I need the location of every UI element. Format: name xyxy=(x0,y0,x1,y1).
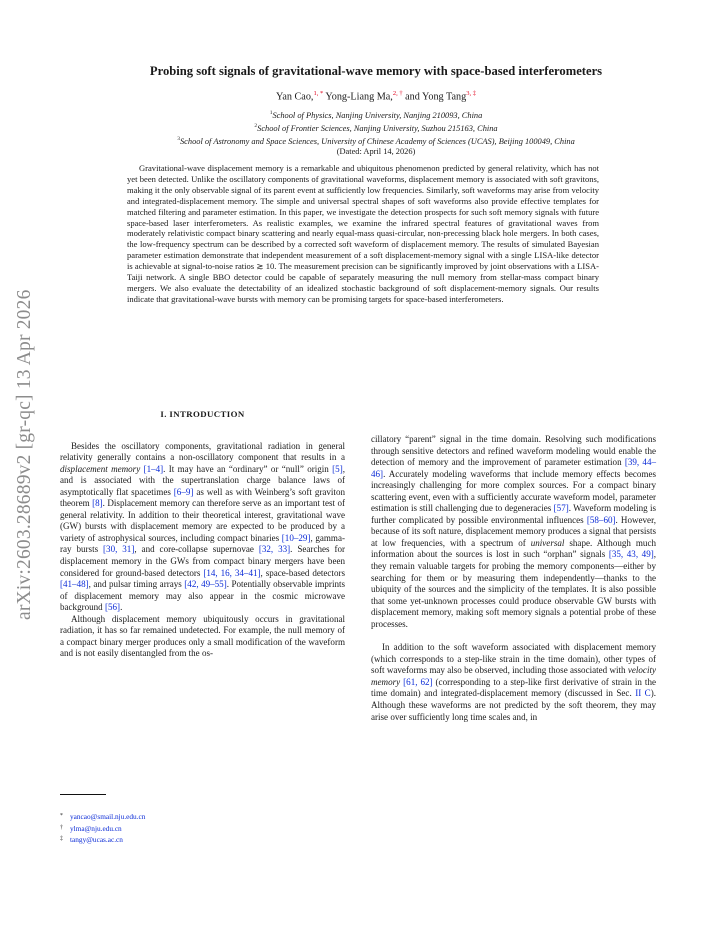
footnote: ‡ tangy@ucas.ac.cn xyxy=(60,835,123,845)
citation-link[interactable]: [35, 43, 49] xyxy=(608,549,654,560)
footnote-rule xyxy=(60,794,106,795)
arxiv-identifier: arXiv:2603.28689v2 [gr-qc] 13 Apr 2026 xyxy=(14,289,35,620)
citation-link[interactable]: [32, 33] xyxy=(258,544,291,555)
author-list xyxy=(60,90,692,102)
right-column xyxy=(371,434,656,723)
citation-link[interactable]: [14, 16, 34–41] xyxy=(203,567,261,578)
email-link[interactable]: ylma@nju.edu.cn xyxy=(70,823,122,833)
email-link[interactable]: yancao@smail.nju.edu.cn xyxy=(70,812,146,821)
date-line: (Dated: April 14, 2026) xyxy=(336,147,416,156)
paragraph: cillatory “parent” signal in the time domain. Resolving such modifications through sensitive detectors and refined waveform modeling would enable the detection of memory and the improvement of parameter estimation [39, 44–46]. Accurately modeling waveforms that include memory effects becomes increasingly challenging for more complex sources. For a compact binary scattering event, even with a sufficiently accurate waveform model, parameter estimation is still challenging due to degeneracies [57]. Waveform modeling is further complicated by possible environmental influences [58–60]. However, because of its soft nature, displacement memory produces a signal that persists at low frequencies, with a spectrum of universal shape. Although much information about the sources is lost in such “orphan” signals [35, 43, 49], they remain valuable targets for probing the memory components—either by searching for them or by measuring them independently—thanks to the ubiquity of the sources and the simplicity of the templates. It is also possible that some yet-unknown processes could produce observable GW bursts with displacement memory, making soft memory signals a potential probe of these processes. xyxy=(371,434,657,629)
affiliation-line: $^1$School of Physics, Nanjing University, Nanjing 210093, China xyxy=(269,110,483,120)
citation-link[interactable]: [61, 62] xyxy=(403,676,433,687)
section-link[interactable]: II C xyxy=(635,688,651,699)
footnotes xyxy=(60,811,345,846)
email-link[interactable]: tangy@ucas.ac.cn xyxy=(70,835,123,845)
affiliation-list xyxy=(60,108,692,146)
footnote: † ylma@nju.edu.cn xyxy=(60,823,122,833)
author-mark: 3, ‡ xyxy=(466,90,476,97)
author-name: Yong-Liang Ma, xyxy=(325,91,393,103)
section-heading: I. INTRODUCTION xyxy=(160,409,245,419)
author-mark: 1, * xyxy=(313,90,324,97)
citation-link[interactable]: [58–60] xyxy=(586,514,616,525)
paragraph: In addition to the soft waveform associated with displacement memory (which corresponds to a step-like strain in the time domain), other types of soft waveforms may also be observed, including those associated with velocity memory [61, 62] (corresponding to a step-like first derivative of strain in the time domain) and integrated-displacement memory (discussed in Sec. II C). Although these waveforms are not predicted by the soft theorem, they may arise over sufficiently long time scales and, in xyxy=(371,642,657,722)
paper-title: Probing soft signals of gravitational-wave memory with space-based interferometers xyxy=(149,64,603,78)
citation-link[interactable]: [56] xyxy=(104,602,121,613)
citation-link[interactable]: [30, 31] xyxy=(103,544,135,555)
left-column xyxy=(60,409,345,660)
affiliation-line: $^3$School of Astronomy and Space Sciences, University of Chinese Academy of Sciences (UCAS), Beijing 100049, China xyxy=(177,135,575,146)
abstract: Gravitational-wave displacement memory is a remarkable and ubiquitous phenomenon predicted by general relativity, which has not yet been detected. Unlike the oscillatory components of gravitational waveforms, displacement memory is associated with soft gravitons, making it the only observable signal of its parent event at sufficiently low frequencies. Similarly, soft waveforms may arise from velocity and integrated-displacement memory. The simple and universal spectral shapes of soft waveforms also provide effective templates for matched filtering and parameter estimation. In this paper, we investigate the detection prospects for such soft memory signals with future space-based laser interferometers. As realistic examples, we examine the infrared spectral features of gravitational waves from moderately relativistic compact binary scattering and nearly equal-mass quasi-circular, non-precessing black hole mergers. In both cases, the low-frequency spectrum can be described by a corrected soft waveform of displacement memory. The results of simulated Bayesian parameter estimation demonstrate that independent measurement of a soft displacement-memory signal with a single LISA-like detector is achievable at signal-to-noise ratios ≳ 10. The measurement precision can be significantly improved by joint observations with a LISA-Taiji network. A single BBO detector could be capable of separately measuring the null memory from stellar-mass compact binary mergers. We also evaluate the detectability of an idealized stochastic background of soft displacement-memory signals. Our results indicate that gravitational-wave bursts with memory can be promising targets for space-based interferometers. xyxy=(127,163,599,304)
citation-link[interactable]: [10–29] xyxy=(281,532,311,543)
citation-link[interactable]: [39, 44–46] xyxy=(371,457,657,479)
paragraph: Besides the oscillatory components, gravitational radiation in general relativity generally contains a non-oscillatory component that results in a displacement memory [1–4]. It may have an “ordinary” or “null” origin [5], and is associated with the supertranslation charge balance laws of asymptotically flat spacetimes [6–9] as well as with Weinberg’s soft graviton theorem [8]. Displacement memory can therefore serve as an important test of general relativity. In addition to their theoretical interest, gravitational wave (GW) bursts with displacement memory are expected to be produced by a variety of astrophysical sources, including compact binaries [10–29], gamma-ray bursts [30, 31], and core-collapse supernovae [32, 33]. Searches for displacement memory in the GWs from compact binary mergers have been considered for ground-based detectors [14, 16, 34–41], space-based detectors [41–48], and pulsar timing arrays [42, 49–55]. Potentially observable imprints of displacement memory may also appear in the cosmic microwave background [56]. xyxy=(60,440,346,613)
citation-link[interactable]: [41–48] xyxy=(60,579,89,590)
citation-link[interactable]: [5] xyxy=(332,463,343,474)
author-name: Yan Cao, xyxy=(276,91,314,103)
paragraph: Although displacement memory ubiquitously occurs in gravitational radiation, it has so far remained undetected. For example, the null memory of a compact binary merger produces only a small modification of the waveform and is not easily disentangled from the os- xyxy=(60,613,345,659)
citation-link[interactable]: [6–9] xyxy=(173,486,194,497)
citation-link[interactable]: [42, 49–55] xyxy=(184,579,227,590)
citation-link[interactable]: [57] xyxy=(553,503,569,514)
author-name: and Yong Tang xyxy=(405,91,467,103)
citation-link[interactable]: [8] xyxy=(92,498,103,509)
footnote: * yancao@smail.nju.edu.cn xyxy=(60,812,146,821)
affiliation-line: $^2$School of Frontier Sciences, Nanjing University, Suzhou 215163, China xyxy=(254,122,498,133)
author-mark: 2, † xyxy=(392,90,403,97)
citation-link[interactable]: [1–4] xyxy=(143,463,164,474)
